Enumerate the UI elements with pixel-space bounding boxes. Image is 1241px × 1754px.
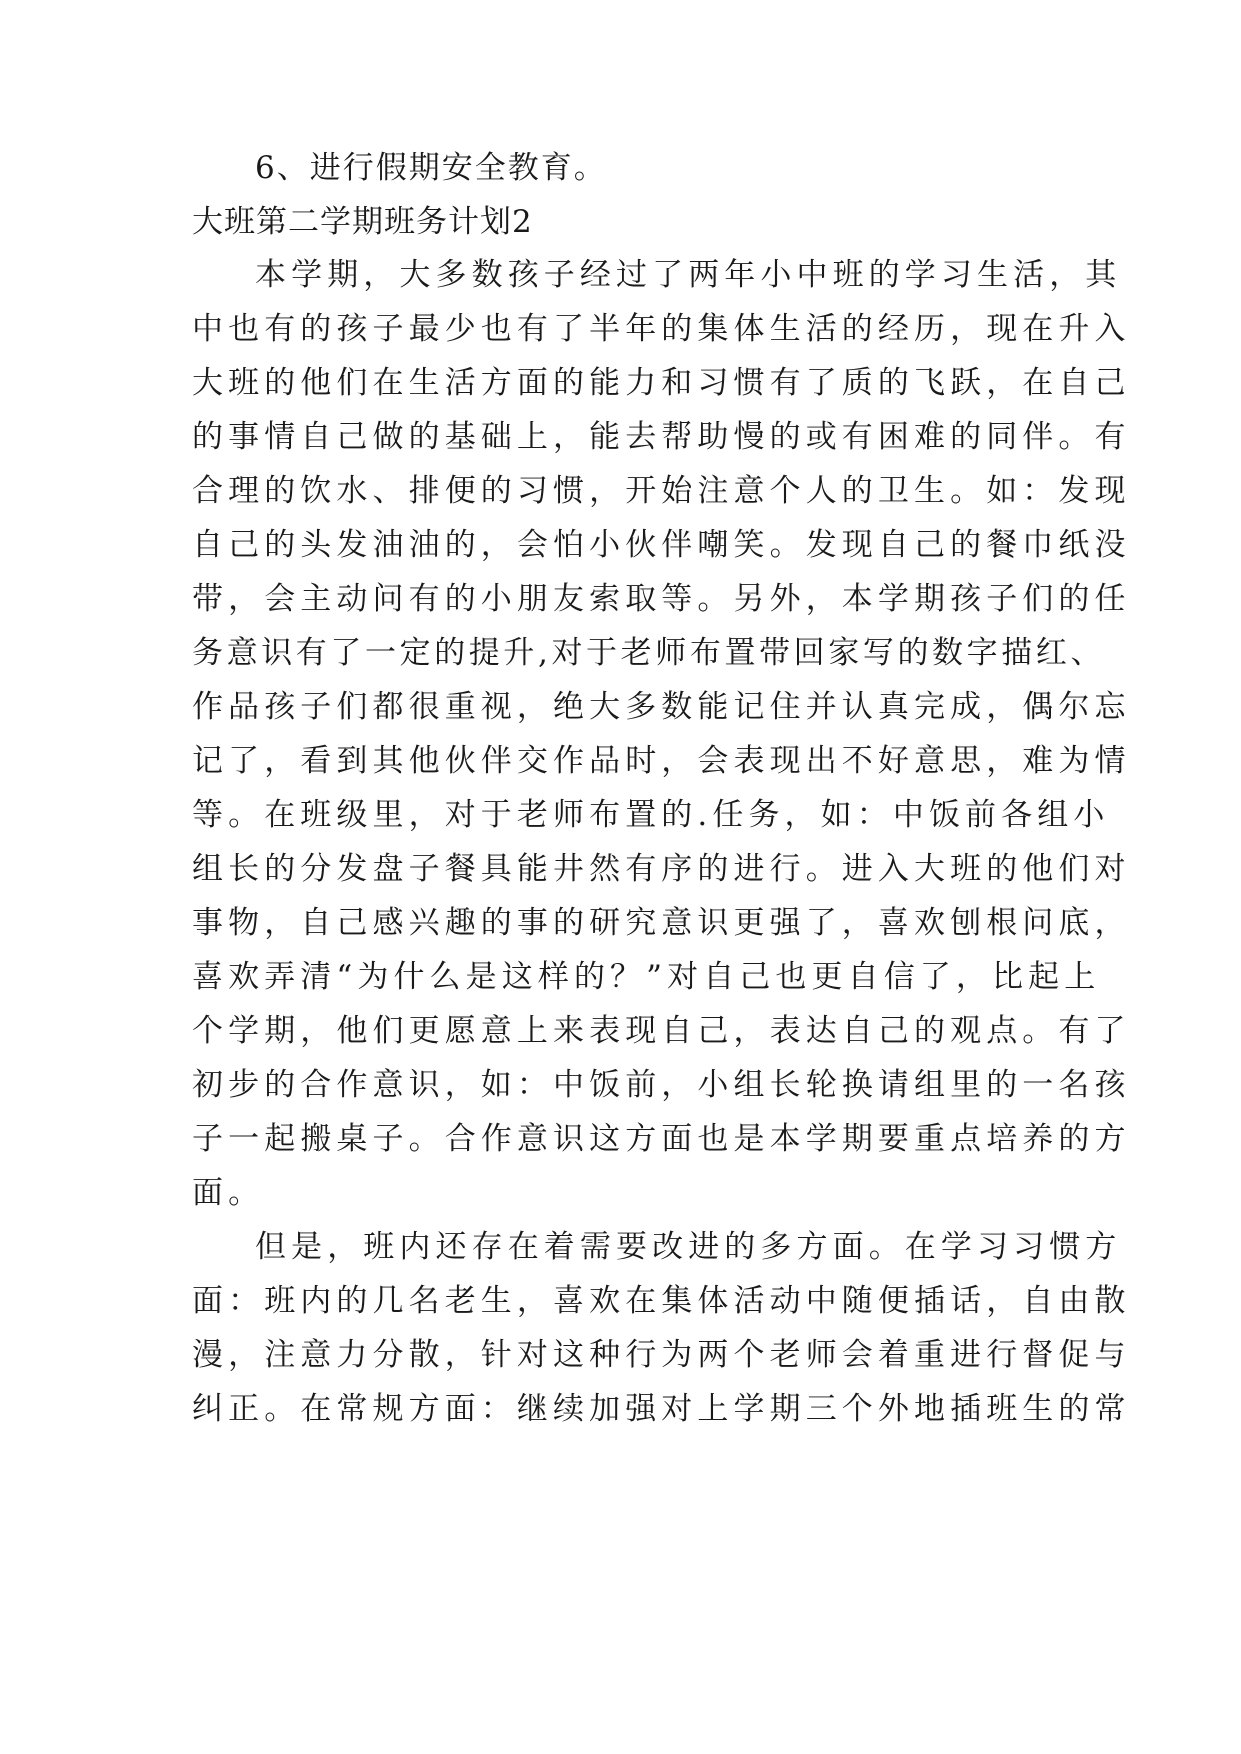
paragraph-2-line-3: 漫，注意力分散，针对这种行为两个老师会着重进行督促与 (192, 1337, 1131, 1373)
paragraph-1-line-17: 子一起搬桌子。合作意识这方面也是本学期要重点培养的方 (192, 1121, 1131, 1157)
paragraph-1-line-13: 事物，自己感兴趣的事的研究意识更强了，喜欢刨根问底， (192, 905, 1131, 941)
list-item-safety-education: 6、进行假期安全教育。 (255, 150, 607, 186)
paragraph-1-line-7: 带，会主动问有的小朋友索取等。另外，本学期孩子们的任 (192, 581, 1131, 617)
paragraph-1-line-16: 初步的合作意识，如：中饭前，小组长轮换请组里的一名孩 (192, 1067, 1131, 1103)
paragraph-1-line-4: 的事情自己做的基础上，能去帮助慢的或有困难的同伴。有 (192, 419, 1131, 455)
paragraph-1-line-3: 大班的他们在生活方面的能力和习惯有了质的飞跃，在自己 (192, 365, 1131, 401)
paragraph-1-line-11: 等。在班级里，对于老师布置的.任务，如：中饭前各组小 (192, 797, 1110, 833)
paragraph-1-line-14: 喜欢弄清“为什么是这样的？”对自己也更自信了，比起上 (192, 959, 1101, 995)
paragraph-1-line-2: 中也有的孩子最少也有了半年的集体生活的经历，现在升入 (192, 311, 1131, 347)
paragraph-1-line-8: 务意识有了一定的提升,对于老师布置带回家写的数字描红、 (192, 635, 1106, 671)
paragraph-1-line-9: 作品孩子们都很重视，绝大多数能记住并认真完成，偶尔忘 (192, 689, 1131, 725)
paragraph-1-line-6: 自己的头发油油的，会怕小伙伴嘲笑。发现自己的餐巾纸没 (192, 527, 1131, 563)
paragraph-1-line-18: 面。 (192, 1175, 265, 1211)
paragraph-2-line-2: 面：班内的几名老生，喜欢在集体活动中随便插话，自由散 (192, 1283, 1131, 1319)
paragraph-1-line-15: 个学期，他们更愿意上来表现自己，表达自己的观点。有了 (192, 1013, 1131, 1049)
paragraph-1-line-1: 本学期，大多数孩子经过了两年小中班的学习生活，其 (255, 257, 1122, 293)
paragraph-1-line-5: 合理的饮水、排便的习惯，开始注意个人的卫生。如：发现 (192, 473, 1131, 509)
paragraph-2-line-4: 纠正。在常规方面：继续加强对上学期三个外地插班生的常 (192, 1391, 1131, 1427)
section-heading: 大班第二学期班务计划2 (192, 204, 533, 240)
paragraph-1-line-12: 组长的分发盘子餐具能井然有序的进行。进入大班的他们对 (192, 851, 1131, 887)
paragraph-1-line-10: 记了，看到其他伙伴交作品时，会表现出不好意思，难为情 (192, 743, 1131, 779)
paragraph-2-line-1: 但是，班内还存在着需要改进的多方面。在学习习惯方 (255, 1229, 1122, 1265)
